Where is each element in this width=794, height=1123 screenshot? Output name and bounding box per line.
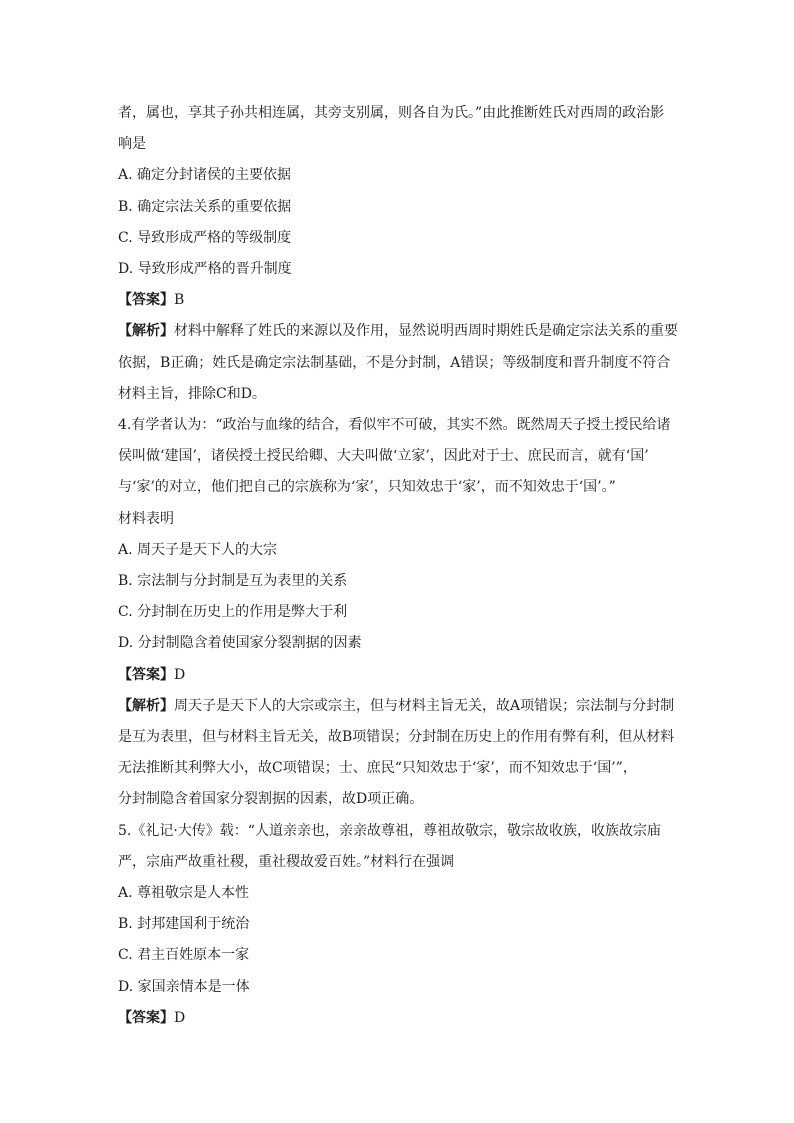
q3-option-d: D. 导致形成严格的晋升制度	[118, 261, 292, 278]
q4-option-d: D. 分封制隐含着使国家分裂割据的因素	[118, 635, 362, 652]
answer-tag: 【答案】	[118, 666, 174, 683]
q3-option-a: A. 确定分封诸侯的主要依据	[118, 167, 292, 184]
answer-value: D	[174, 1009, 186, 1026]
q5-option-b: B. 封邦建国利于统治	[118, 916, 250, 933]
analysis-text: 材料中解释了姓氏的来源以及作用，显然说明西周时期姓氏是确定宗法关系的重要	[174, 323, 678, 340]
q3-option-b: B. 确定宗法关系的重要依据	[118, 198, 292, 215]
q3-analysis-line: 依据，B正确；姓氏是确定宗法制基础，不是分封制，A错误；等级制度和晋升制度不符合	[118, 354, 671, 371]
analysis-text: 周天子是天下人的大宗或宗主，但与材料主旨无关，故A项错误；宗法制与分封制	[174, 697, 675, 714]
q3-analysis-line	[118, 316, 684, 347]
q4-option-c: C. 分封制在历史上的作用是弊大于利	[118, 604, 348, 621]
answer-tag: 【答案】	[118, 292, 174, 309]
q4-analysis-line	[118, 691, 684, 722]
q3-stem-line: 响是	[118, 136, 146, 153]
analysis-tag: 【解析】	[118, 697, 174, 714]
analysis-tag: 【解析】	[118, 323, 174, 340]
q4-option-a: A. 周天子是天下人的大宗	[118, 541, 278, 558]
q3-analysis-line: 材料主旨，排除C和D。	[118, 385, 266, 402]
q4-stem-line: 材料表明	[118, 510, 174, 527]
answer-tag: 【答案】	[118, 1009, 174, 1026]
answer-value: B	[174, 292, 185, 309]
q4-stem-line: 与‘家’的对立，他们把自己的宗族称为‘家’，只知效忠于‘家’，而不知效忠于‘国’。”	[118, 479, 616, 496]
q5-option-c: C. 君主百姓原本一家	[118, 947, 250, 964]
q5-answer	[118, 1003, 684, 1034]
q3-stem-line: 者，属也，享其子孙共相连属，其旁支别属，则各自为氏。”由此推断姓氏对西周的政治影	[118, 105, 665, 121]
q4-analysis-line: 无法推断其利弊大小，故C项错误；士、庶民“只知效忠于‘家’，而不知效忠于‘国’”，	[118, 760, 637, 777]
q4-answer	[118, 660, 684, 691]
q5-stem-line: 5.《礼记·大传》载：“人道亲亲也，亲亲故尊祖，尊祖故敬宗，敬宗故收族，收族故宗庙	[118, 822, 661, 839]
q4-option-b: B. 宗法制与分封制是互为表里的关系	[118, 573, 348, 590]
q4-analysis-line: 分封制隐含着国家分裂割据的因素，故D项正确。	[118, 791, 424, 808]
q3-option-c: C. 导致形成严格的等级制度	[118, 229, 292, 246]
q3-answer	[118, 285, 684, 316]
q4-stem-line: 侯叫做‘建国’，诸侯授土授民给卿、大夫叫做‘立家’，因此对于士、庶民而言，就有‘国’	[118, 448, 649, 465]
q4-stem-line: 4.有学者认为：“政治与血缘的结合，看似牢不可破，其实不然。既然周天子授土授民给诸	[118, 417, 671, 434]
q5-stem-line: 严，宗庙严故重社稷，重社稷故爱百姓。”材料行在强调	[118, 853, 455, 870]
q5-option-d: D. 家国亲情本是一体	[118, 978, 250, 995]
answer-value: D	[174, 666, 186, 683]
q5-option-a: A. 尊祖敬宗是人本性	[118, 885, 250, 902]
document-body	[118, 98, 684, 1034]
q4-analysis-line: 是互为表里，但与材料主旨无关，故B项错误；分封制在历史上的作用有弊有利，但从材料	[118, 729, 675, 746]
